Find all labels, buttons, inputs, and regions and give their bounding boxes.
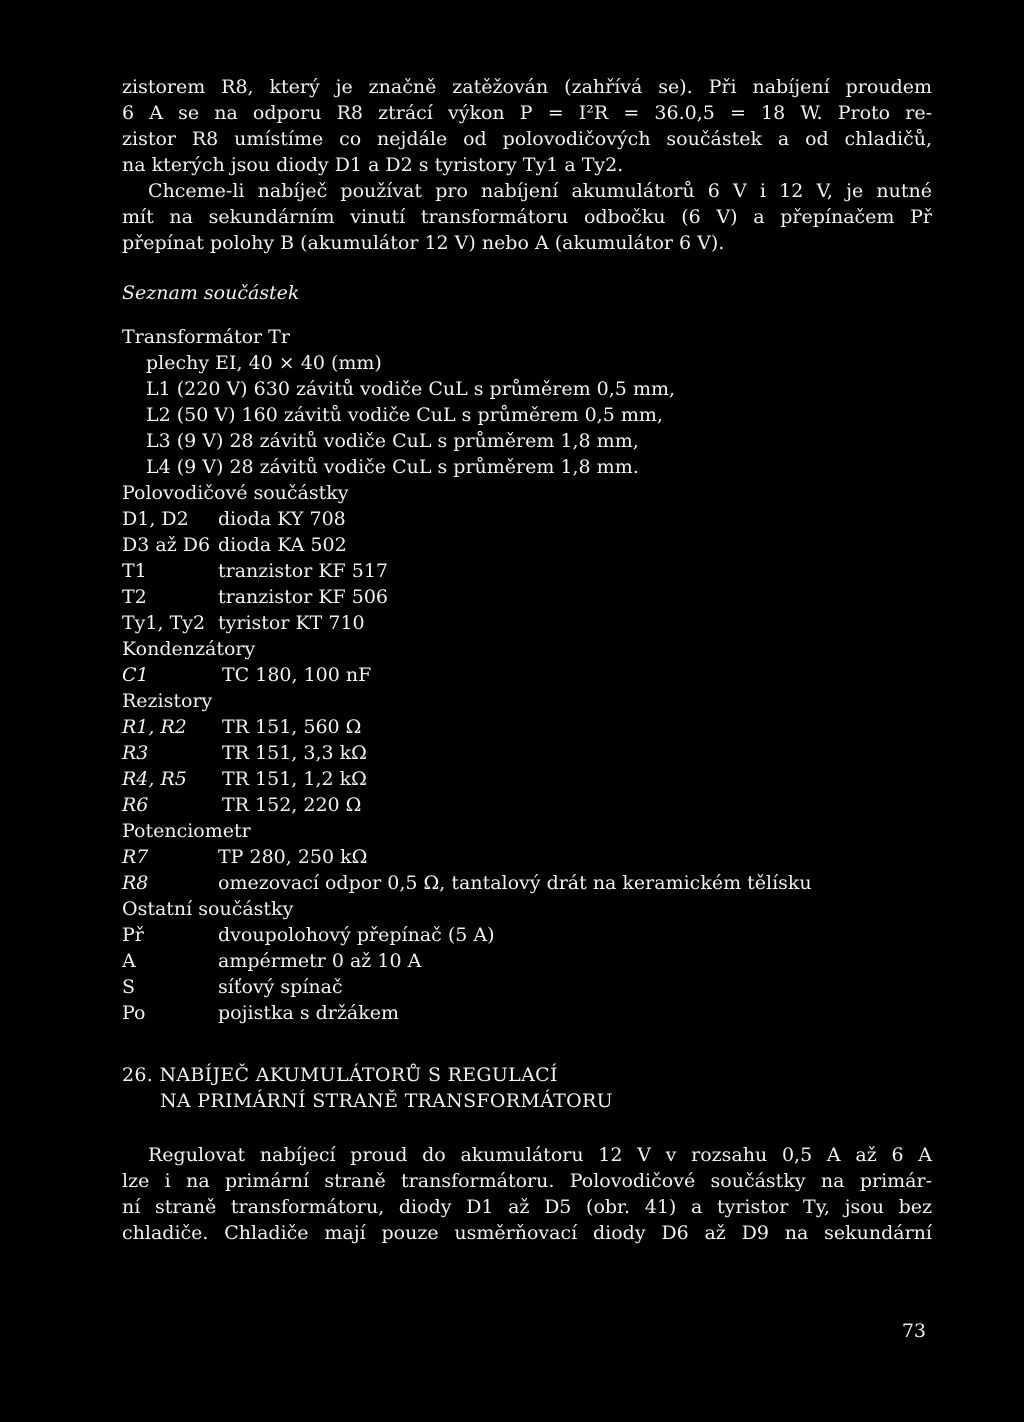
table-row	[122, 844, 932, 870]
table-row	[122, 740, 932, 766]
intro-paragraph	[122, 74, 932, 178]
component-ref: T2	[122, 586, 147, 608]
text-line: mít na sekundárním vinutí transformátoru odbočku (6 V) a přepínačem Př	[122, 206, 932, 228]
component-ref: R8	[122, 872, 149, 894]
section-title: Kondenzátory	[122, 638, 256, 660]
component-desc: TR 151, 560 Ω	[222, 716, 362, 738]
list-item: L4 (9 V) 28 závitů vodiče CuL s průměrem 1,8 mm.	[146, 456, 639, 478]
component-desc: TR 151, 1,2 kΩ	[222, 768, 367, 790]
component-ref: D3 až D6	[122, 534, 211, 556]
component-desc: pojistka s držákem	[218, 1002, 399, 1024]
section-title: Ostatní součástky	[122, 898, 294, 920]
component-desc: dvoupolohový přepínač (5 A)	[218, 924, 495, 946]
text-line: 6 A se na odporu R8 ztrácí výkon P = I²R = 36.0,5 = 18 W. Proto re-	[122, 102, 932, 124]
component-desc: tranzistor KF 517	[218, 560, 388, 582]
component-desc: TR 151, 3,3 kΩ	[222, 742, 367, 764]
component-desc: tyristor KT 710	[218, 612, 365, 634]
component-desc: TR 152, 220 Ω	[222, 794, 362, 816]
section-title: Transformátor Tr	[122, 326, 290, 348]
chapter-heading	[122, 1062, 932, 1114]
table-row	[122, 662, 932, 688]
text-line: přepínat polohy B (akumulátor 12 V) nebo A (akumulátor 6 V).	[122, 232, 725, 254]
component-ref: R3	[122, 742, 149, 764]
paragraph-2	[122, 178, 932, 256]
text-line: na kterých jsou diody D1 a D2 s tyristory Ty1 a Ty2.	[122, 154, 624, 176]
final-paragraph	[122, 1142, 932, 1246]
component-ref: T1	[122, 560, 147, 582]
text-line: Chceme-li nabíječ používat pro nabíjení akumulátorů 6 V i 12 V, je nutné	[148, 180, 932, 202]
section-title: Potenciometr	[122, 820, 251, 842]
list-heading: Seznam součástek	[122, 282, 300, 304]
text-line: Regulovat nabíjecí proud do akumulátoru 12 V v rozsahu 0,5 A až 6 A	[148, 1144, 932, 1166]
component-list	[122, 324, 932, 1026]
table-row	[122, 714, 932, 740]
component-ref: A	[122, 950, 136, 972]
component-desc: síťový spínač	[218, 976, 343, 998]
component-desc: ampérmetr 0 až 10 A	[218, 950, 422, 972]
list-item: plechy EI, 40 × 40 (mm)	[146, 352, 382, 374]
component-ref: Po	[122, 1002, 146, 1024]
list-item: L1 (220 V) 630 závitů vodiče CuL s průměrem 0,5 mm,	[146, 378, 676, 400]
component-ref: C1	[122, 664, 149, 686]
table-row	[122, 792, 932, 818]
component-desc: dioda KA 502	[218, 534, 347, 556]
table-row	[122, 506, 932, 532]
list-item: L2 (50 V) 160 závitů vodiče CuL s průměrem 0,5 mm,	[146, 404, 663, 426]
chapter-title-line: 26. NABÍJEČ AKUMULÁTORŮ S REGULACÍ	[122, 1064, 558, 1086]
component-desc: omezovací odpor 0,5 Ω, tantalový drát na keramickém tělísku	[218, 872, 812, 894]
text-line: zistor R8 umístíme co nejdále od polovodičových součástek a od chladičů,	[122, 128, 932, 150]
component-desc: dioda KY 708	[218, 508, 346, 530]
table-row	[122, 922, 932, 948]
component-desc: tranzistor KF 506	[218, 586, 388, 608]
component-ref: D1, D2	[122, 508, 189, 530]
component-ref: R6	[122, 794, 149, 816]
list-item: L3 (9 V) 28 závitů vodiče CuL s průměrem 1,8 mm,	[146, 430, 639, 452]
text-line: lze i na primární straně transformátoru. Polovodičové součástky na primár-	[122, 1170, 932, 1192]
table-row	[122, 1000, 932, 1026]
page-number: 73	[901, 1320, 926, 1342]
table-row	[122, 584, 932, 610]
table-row	[122, 610, 932, 636]
component-ref: Ty1, Ty2	[122, 612, 206, 634]
component-desc: TP 280, 250 kΩ	[218, 846, 368, 868]
chapter-title-line: NA PRIMÁRNÍ STRANĚ TRANSFORMÁTORU	[160, 1090, 613, 1112]
component-desc: TC 180, 100 nF	[222, 664, 372, 686]
text-line: chladiče. Chladiče mají pouze usměrňovací diody D6 až D9 na sekundární	[122, 1222, 932, 1244]
component-ref: R1, R2	[122, 716, 187, 738]
component-ref: S	[122, 976, 136, 998]
table-row	[122, 532, 932, 558]
component-ref: R7	[122, 846, 149, 868]
text-line: zistorem R8, který je značně zatěžován (zahřívá se). Při nabíjení proudem	[122, 76, 932, 98]
table-row	[122, 558, 932, 584]
table-row	[122, 766, 932, 792]
text-line: ní straně transformátoru, diody D1 až D5 (obr. 41) a tyristor Ty, jsou bez	[122, 1196, 932, 1218]
component-ref: R4, R5	[122, 768, 187, 790]
table-row	[122, 870, 932, 896]
page-content	[122, 74, 932, 1246]
section-title: Rezistory	[122, 690, 213, 712]
section-title: Polovodičové součástky	[122, 482, 349, 504]
table-row	[122, 974, 932, 1000]
table-row	[122, 948, 932, 974]
component-ref: Př	[122, 924, 144, 946]
